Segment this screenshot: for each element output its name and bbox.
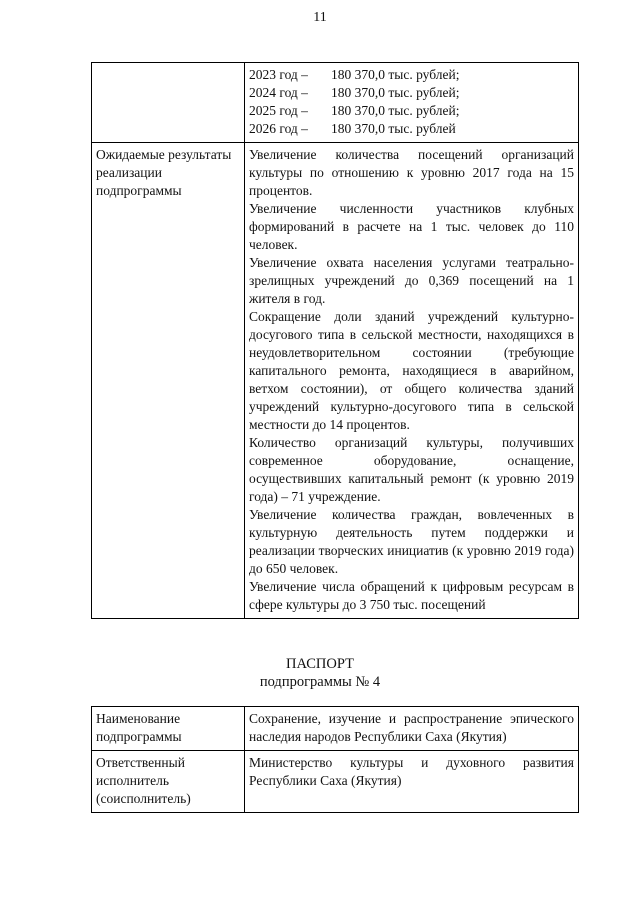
funding-line bbox=[249, 66, 574, 84]
passport-table bbox=[91, 706, 579, 813]
results-list bbox=[249, 146, 574, 614]
funding-year: 2024 год – bbox=[249, 85, 308, 100]
funding-year: 2023 год – bbox=[249, 67, 308, 82]
table-row bbox=[92, 751, 579, 813]
result-item: Увеличение численности участников клубных формирований в расчете на 1 тыс. человек до 110 человек. bbox=[249, 201, 574, 252]
table-row bbox=[92, 63, 579, 143]
name-value: Сохранение, изучение и распространение эпического наследия народов Республики Саха (Якутия) bbox=[245, 707, 579, 751]
passport-heading bbox=[0, 655, 640, 691]
table-row bbox=[92, 707, 579, 751]
funding-line bbox=[249, 120, 574, 138]
result-item: Увеличение числа обращений к цифровым ресурсам в сфере культуры до 3 750 тыс. посещений bbox=[249, 579, 574, 612]
result-item: Увеличение количества посещений организаций культуры по отношению к уровню 2017 года на 15 процентов. bbox=[249, 147, 574, 198]
funding-label-cell bbox=[92, 63, 245, 143]
result-item: Сокращение доли зданий учреждений культурно-досугового типа в сельской местности, находящихся в неудовлетворительном состоянии (требующие капитального ремонта, находящиеся в аварийном, ветхом состоянии), от общего количества зданий учреждений культурно-досугового типа в сельской местности до 14 процентов. bbox=[249, 309, 574, 432]
funding-amount: 180 370,0 тыс. рублей; bbox=[331, 67, 460, 82]
funding-line bbox=[249, 102, 574, 120]
result-item: Количество организаций культуры, получивших современное оборудование, оснащение, осуществивших капитальный ремонт (к уровню 2019 года) – 71 учреждение. bbox=[249, 435, 574, 504]
funding-year: 2026 год – bbox=[249, 121, 308, 136]
page-number: 11 bbox=[313, 10, 327, 25]
result-item: Увеличение охвата населения услугами театрально-зрелищных учреждений до 0,369 посещений на 1 жителя в год. bbox=[249, 255, 574, 306]
funding-cell bbox=[245, 63, 579, 143]
results-label: Ожидаемые результаты реализации подпрограммы bbox=[92, 143, 245, 619]
funding-amount: 180 370,0 тыс. рублей; bbox=[331, 103, 460, 118]
passport-subtitle: подпрограммы № 4 bbox=[259, 674, 381, 690]
table-row bbox=[92, 143, 579, 619]
passport-title: ПАСПОРТ bbox=[286, 656, 354, 672]
funding-amount: 180 370,0 тыс. рублей; bbox=[331, 85, 460, 100]
funding-year: 2025 год – bbox=[249, 103, 308, 118]
funding-line bbox=[249, 84, 574, 102]
name-label: Наименование подпрограммы bbox=[92, 707, 245, 751]
funding-list bbox=[249, 66, 574, 138]
executor-value: Министерство культуры и духовного развития Республики Саха (Якутия) bbox=[245, 751, 579, 813]
result-item: Увеличение количества граждан, вовлеченных в культурную деятельность путем поддержки и реализации творческих инициатив (к уровню 2019 года) до 650 человек. bbox=[249, 507, 574, 576]
results-cell bbox=[245, 143, 579, 619]
executor-label: Ответственный исполнитель (соисполнитель) bbox=[92, 751, 245, 813]
funding-amount: 180 370,0 тыс. рублей bbox=[331, 121, 456, 136]
funding-results-table bbox=[91, 62, 579, 619]
